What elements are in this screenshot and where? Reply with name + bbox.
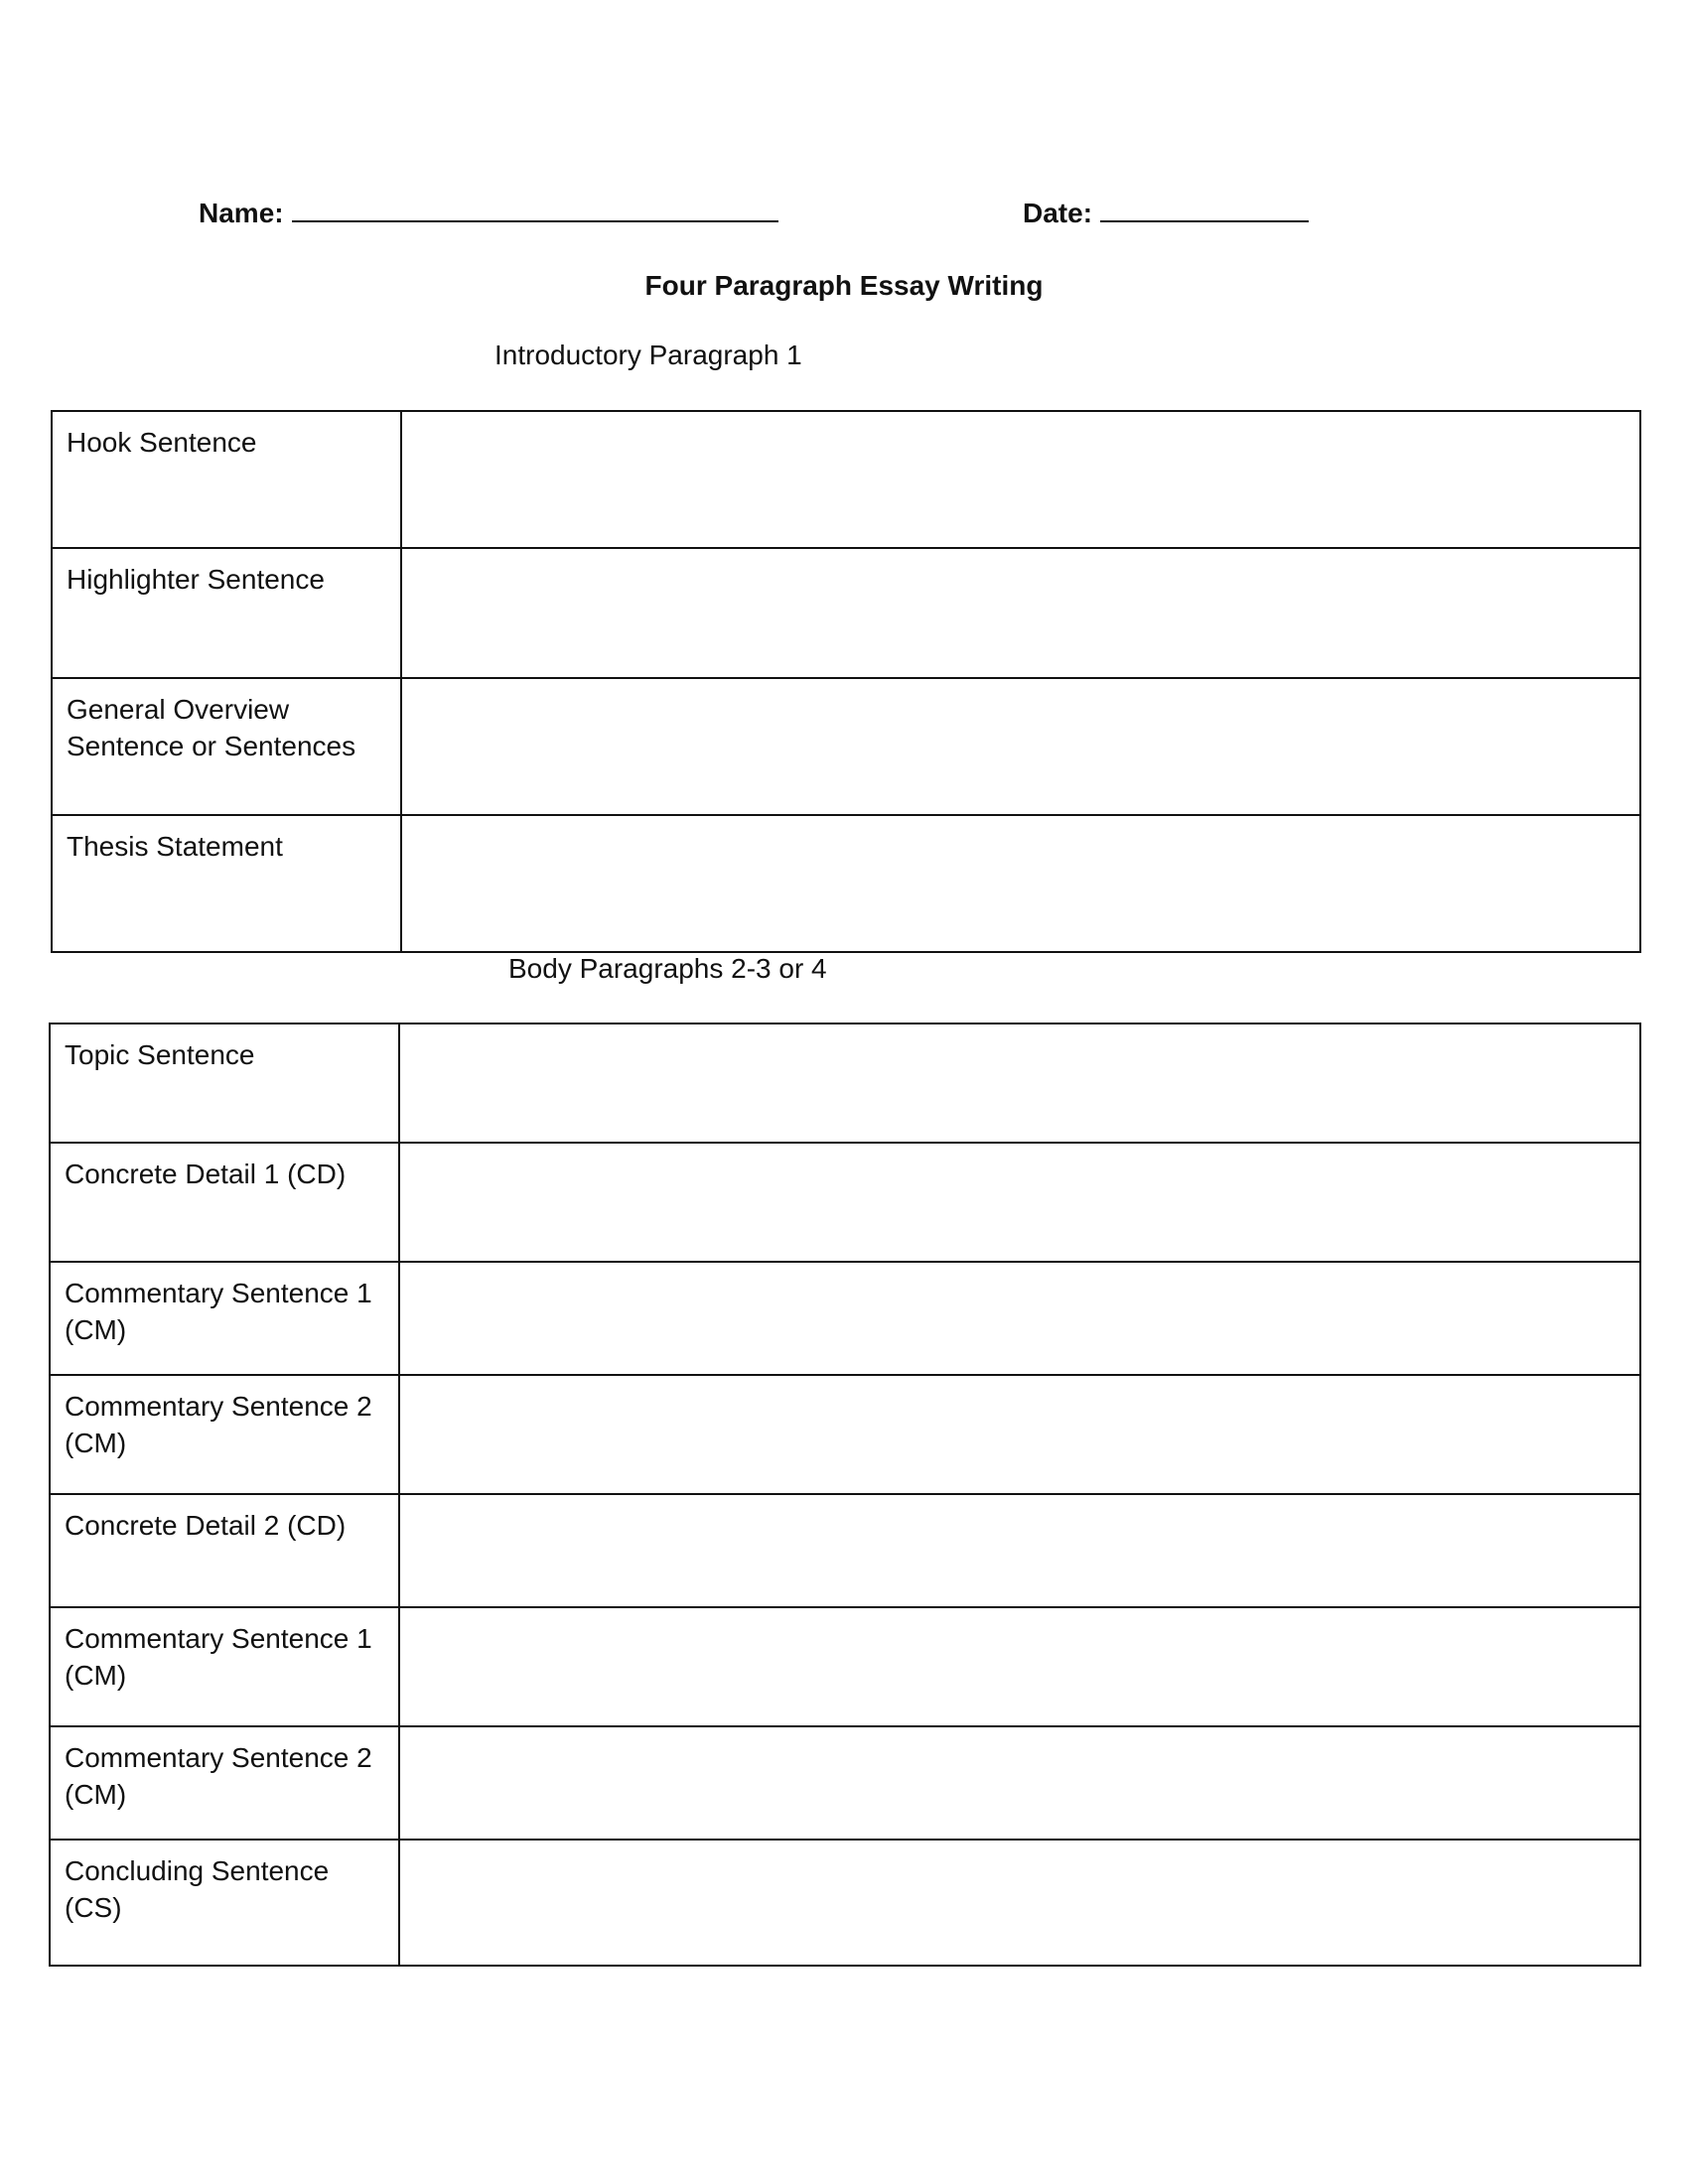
body-heading: Body Paragraphs 2-3 or 4 <box>508 953 827 984</box>
row-label: Concrete Detail 1 (CD) <box>50 1143 399 1262</box>
row-label: Commentary Sentence 2 (CM) <box>50 1375 399 1494</box>
row-label: Thesis Statement <box>52 815 401 952</box>
table-row <box>50 1024 1640 1143</box>
name-label: Name: <box>199 198 284 228</box>
date-label: Date: <box>1023 198 1093 228</box>
answer-cell[interactable] <box>399 1494 1640 1607</box>
answer-cell[interactable] <box>401 411 1640 548</box>
table-row <box>50 1607 1640 1726</box>
table-row <box>50 1262 1640 1375</box>
row-label: Hook Sentence <box>52 411 401 548</box>
answer-cell[interactable] <box>399 1840 1640 1966</box>
answer-cell[interactable] <box>399 1726 1640 1840</box>
date-field <box>1023 197 1309 229</box>
table-row <box>50 1840 1640 1966</box>
answer-cell[interactable] <box>401 815 1640 952</box>
table-row <box>50 1375 1640 1494</box>
row-label: Commentary Sentence 2 (CM) <box>50 1726 399 1840</box>
row-label: Commentary Sentence 1 (CM) <box>50 1262 399 1375</box>
row-label: General Overview Sentence or Sentences <box>52 678 401 815</box>
answer-cell[interactable] <box>399 1375 1640 1494</box>
answer-cell[interactable] <box>399 1607 1640 1726</box>
intro-heading: Introductory Paragraph 1 <box>494 340 802 370</box>
row-label: Topic Sentence <box>50 1024 399 1143</box>
row-label: Highlighter Sentence <box>52 548 401 678</box>
table-row <box>52 411 1640 548</box>
row-label: Concluding Sentence (CS) <box>50 1840 399 1966</box>
name-field <box>199 197 778 229</box>
table-row <box>50 1143 1640 1262</box>
row-label: Concrete Detail 2 (CD) <box>50 1494 399 1607</box>
worksheet-title <box>0 270 1688 302</box>
page-title: Four Paragraph Essay Writing <box>644 270 1044 301</box>
answer-cell[interactable] <box>399 1143 1640 1262</box>
answer-cell[interactable] <box>401 678 1640 815</box>
date-blank-line[interactable] <box>1100 197 1309 222</box>
table-row <box>52 678 1640 815</box>
table-row <box>50 1726 1640 1840</box>
row-label: Commentary Sentence 1 (CM) <box>50 1607 399 1726</box>
intro-table <box>51 410 1641 953</box>
table-row <box>52 815 1640 952</box>
answer-cell[interactable] <box>399 1262 1640 1375</box>
table-row <box>50 1494 1640 1607</box>
answer-cell[interactable] <box>401 548 1640 678</box>
table-row <box>52 548 1640 678</box>
answer-cell[interactable] <box>399 1024 1640 1143</box>
body-table <box>49 1023 1641 1967</box>
name-blank-line[interactable] <box>292 197 778 222</box>
